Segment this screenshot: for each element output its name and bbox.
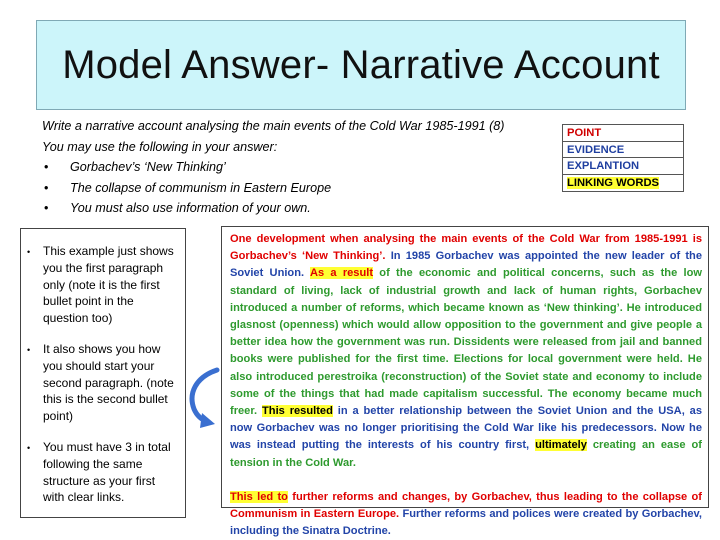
tip-item-1 bbox=[27, 243, 179, 327]
explanation-text: in a better relationship between the Soviet Union and the USA, as now Gorbachev was no longer prioritising the Cold War like his predecessors. Now he was instead putting the interests of his country first, bbox=[230, 405, 702, 452]
question-bullet-2 bbox=[42, 178, 562, 199]
linking-phrase: This led to bbox=[230, 490, 288, 503]
curved-arrow-icon bbox=[186, 365, 222, 431]
point-text: One development when analysing the main events of the Cold War from 1985-1991 is Gorbachev’s ‘New Thinking’. bbox=[230, 233, 702, 263]
bullet-marker: • bbox=[27, 247, 31, 257]
tips-box bbox=[20, 228, 186, 518]
linking-phrase: This resulted bbox=[262, 405, 333, 418]
essay-paragraph-2 bbox=[230, 489, 702, 540]
question-bullet-text: Gorbachev’s ‘New Thinking’ bbox=[70, 160, 226, 174]
tip-text: This example just shows you the first paragraph only (note it is the first bullet point in the question too) bbox=[43, 244, 174, 326]
question-line-1: Write a narrative account analysing the main events of the Cold War 1985-1991 (8) bbox=[42, 119, 505, 133]
model-answer-box bbox=[221, 226, 709, 538]
evidence-text: In 1985 Gorbachev was appointed the new leader of the Soviet Union. bbox=[230, 250, 703, 280]
legend-linking-label: LINKING WORDS bbox=[567, 176, 659, 189]
bullet-marker: • bbox=[44, 201, 49, 215]
tip-text: You must have 3 in total following the same structure as your first with clear links. bbox=[43, 439, 171, 505]
explanation-text: creating an ease of tension in the Cold War. bbox=[230, 439, 702, 469]
question-bullet-text: You must also use information of your own. bbox=[70, 201, 311, 215]
bullet-marker: • bbox=[27, 344, 31, 355]
slide-title: Model Answer- Narrative Account bbox=[62, 42, 660, 87]
linking-phrase: As a result bbox=[309, 267, 374, 280]
question-bullet-1 bbox=[42, 157, 562, 178]
tip-item-3 bbox=[27, 439, 179, 506]
title-box bbox=[36, 20, 686, 110]
point-text: further reforms and changes, by Gorbachev, thus leading to the collapse of Communism in Eastern Europe. bbox=[230, 490, 702, 521]
tip-text: It also shows you how you should start your second paragraph. (note this is the second bullet point) bbox=[43, 341, 174, 424]
evidence-text: Further reforms and polices were created by Gorbachev, including the Sinatra Doctrine. bbox=[230, 508, 702, 538]
question-bullet-3 bbox=[42, 198, 562, 219]
bullet-marker: • bbox=[44, 180, 49, 195]
question-line-2: You may use the following in your answer: bbox=[42, 139, 278, 154]
legend-explanation: EXPLANTION bbox=[563, 158, 683, 175]
bullet-marker: • bbox=[27, 442, 31, 453]
evidence-text: of the economic and political concerns, such as the low standard of living, lack of industrial growth and lack of human rights, Gorbachev introduced a number of reforms, which became known as ‘New thinking’. He introduced glasnost (openness) which would allow opposition to the government and give people a better idea how the government was run. Dissidents were released from jail and banned books were published for the first time. Elections for local government were held. He also introduced perestroika (reconstruction) of the Soviet state and economy to include some of the things that had made capitalism successful. The economy became much freer. bbox=[230, 267, 702, 418]
bullet-marker: • bbox=[44, 160, 49, 174]
question-text bbox=[42, 116, 562, 219]
essay-paragraph-1 bbox=[230, 231, 702, 472]
question-bullet-text: The collapse of communism in Eastern Europe bbox=[70, 180, 332, 195]
colour-key-legend bbox=[562, 124, 684, 192]
tip-item-2 bbox=[27, 341, 179, 425]
legend-linking-words bbox=[563, 175, 683, 192]
legend-point: POINT bbox=[563, 125, 683, 142]
legend-evidence: EVIDENCE bbox=[563, 142, 683, 159]
linking-phrase: ultimately bbox=[535, 439, 587, 452]
